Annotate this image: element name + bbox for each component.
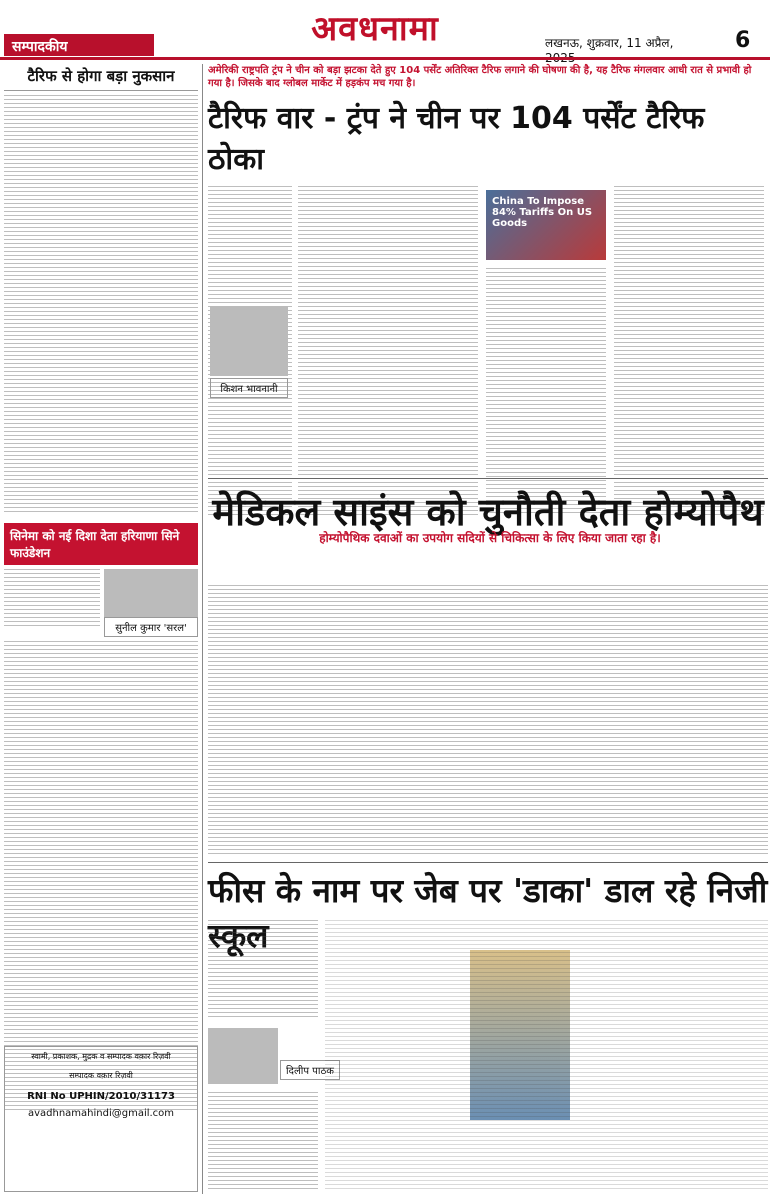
article-deck: अमेरिकी राष्ट्रपति ट्रंप ने चीन को बड़ा झटका देते हुए 104 पर्सेंट अतिरिक्त टैरिफ लगाने की घोषणा की है, यह टैरिफ मंगलवार आधी रात से प्रभावी हो गया है। जिसके बाद ग्लोबल मार्केट में हड़कंप मच गया है। [208, 65, 752, 89]
page-number: 6 [735, 28, 751, 53]
section-rule [208, 478, 768, 479]
article-headline: मेडिकल साइंस को चुनौती देता होम्योपैथ [212, 490, 764, 534]
dateline: लखनऊ, शुक्रवार, 11 अप्रैल, [545, 36, 674, 50]
article-body [208, 1092, 318, 1192]
article-body [4, 95, 198, 515]
author-photo [208, 1028, 278, 1084]
article-body [4, 569, 100, 629]
author-byline: दिलीप पाठक [280, 1060, 340, 1080]
publisher-box [4, 1046, 198, 1192]
article-headline: सिनेमा को नई दिशा देता हरियाणा सिने फाउंडेशन [4, 523, 198, 565]
article-body [614, 186, 764, 516]
section-rule [208, 862, 768, 863]
tariff-article [208, 64, 768, 516]
article-body [208, 920, 318, 1020]
page-header [0, 0, 770, 58]
header-rule [0, 57, 770, 60]
email-line: avadhnamahindi@gmail.com [27, 1108, 175, 1119]
news-image: China To Impose 84% Tariffs On US Goods [486, 190, 606, 260]
article-headline: फीस के नाम पर जेब पर 'डाका' डाल रहे निजी स्कूल [208, 871, 768, 955]
article-headline: टैरिफ वार - ट्रंप ने चीन पर 104 पर्सेंट टैरिफ ठोका [208, 101, 705, 177]
author-photo [104, 569, 198, 617]
article-body [208, 585, 768, 855]
article-deck: होम्योपैथिक दवाओं का उपयोग सदियों से चिकित्सा के लिए किया जाता रहा है। [319, 531, 661, 545]
article-body [298, 186, 478, 516]
article-headline: टैरिफ से होगा बड़ा नुकसान [4, 64, 198, 91]
author-byline: किशन भावनानी [210, 378, 288, 398]
column-rule [202, 64, 203, 1194]
article-body [325, 920, 768, 1192]
left-column [4, 64, 198, 1200]
author-byline: सुनील कुमार 'सरल' [104, 617, 198, 637]
masthead-logo: अवधनामा [311, 9, 439, 49]
author-photo [210, 306, 288, 376]
editor-line: सम्पादक वक़ार रिज़वी [69, 1071, 133, 1080]
rni-line: RNI No UPHIN/2010/31173 [27, 1091, 175, 1102]
section-label: सम्पादकीय [4, 34, 154, 56]
publisher-line: स्वामी, प्रकाशक, मुद्रक व सम्पादक वक़ार रिज़वी [31, 1052, 171, 1061]
article-body [4, 641, 198, 1111]
